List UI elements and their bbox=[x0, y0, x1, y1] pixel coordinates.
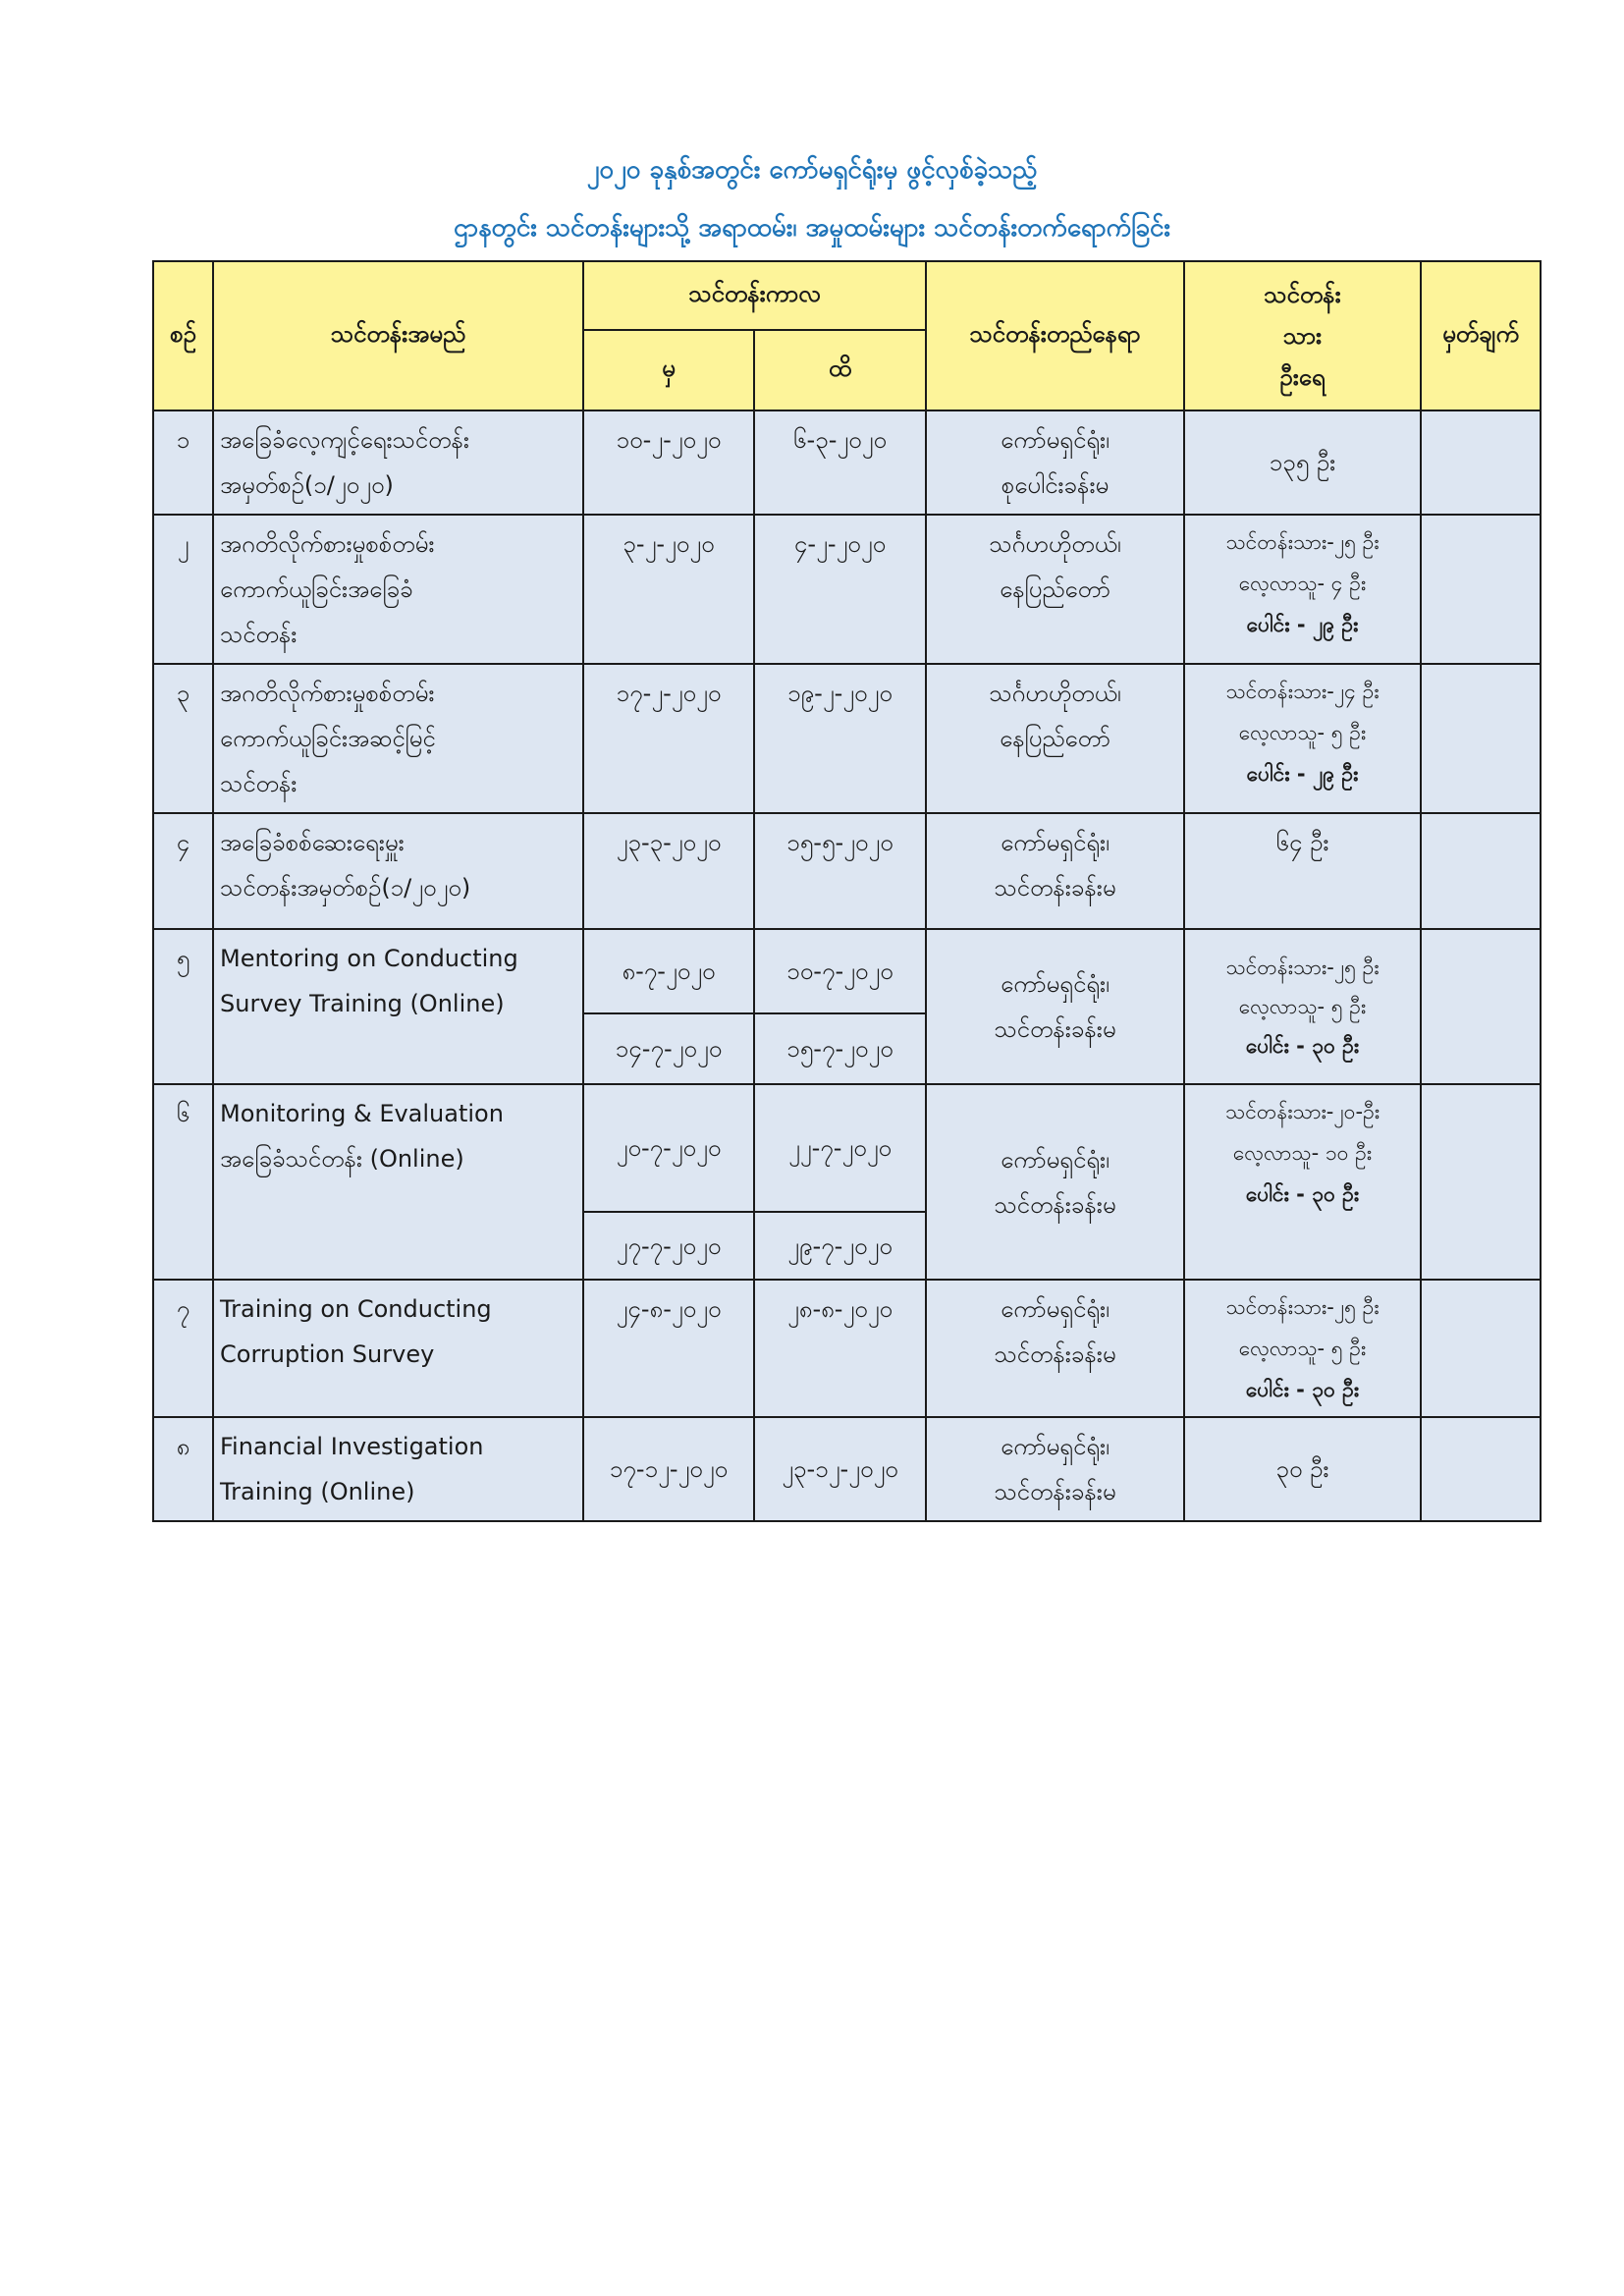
table-row bbox=[153, 515, 1541, 664]
trainee-count: ၁၃၅ ဦး bbox=[1184, 410, 1421, 515]
header-to: ထိ bbox=[754, 330, 926, 410]
course-name bbox=[213, 664, 583, 813]
observer-count-line: လေ့လာသူ- ၅ ဦး bbox=[1238, 721, 1367, 744]
venue bbox=[926, 515, 1184, 664]
venue-line: ကော်မရှင်ရုံး၊ bbox=[1001, 970, 1110, 998]
date-from: ၁၇-၁၂-၂၀၂၀ bbox=[583, 1417, 754, 1521]
remarks-cell bbox=[1421, 664, 1541, 813]
date-to: ၄-၂-၂၀၂၀ bbox=[754, 515, 926, 664]
trainee-count bbox=[1184, 515, 1421, 664]
date-to: ၁၀-၇-၂၀၂၀ bbox=[754, 929, 926, 1013]
venue-line: စုပေါင်းခန်းမ bbox=[1001, 471, 1110, 499]
course-name-line: သင်တန်းအမှတ်စဉ်(၁/၂၀၂၀) bbox=[220, 874, 471, 902]
venue-line: သင်တန်းခန်းမ bbox=[994, 1190, 1116, 1219]
document-title-line-2: ဌာနတွင်း သင်တန်းများသို့ အရာထမ်း၊ အမှုထမ်းများ သင်တန်းတက်ရောက်ခြင်း bbox=[453, 213, 1171, 243]
course-name-line: Monitoring & Evaluation bbox=[220, 1100, 504, 1127]
venue-line: သင်တန်းခန်းမ bbox=[994, 874, 1116, 902]
table-row bbox=[153, 664, 1541, 813]
date-from: ၂၀-၇-၂၀၂၀ bbox=[583, 1084, 754, 1212]
table-row bbox=[153, 1417, 1541, 1521]
venue bbox=[926, 813, 1184, 929]
venue-line: ကော်မရှင်ရုံး၊ bbox=[1001, 1145, 1110, 1174]
row-no: ၈ bbox=[153, 1417, 213, 1521]
course-name bbox=[213, 929, 583, 1084]
date-from: ၈-၇-၂၀၂၀ bbox=[583, 929, 754, 1013]
date-from: ၂၃-၃-၂၀၂၀ bbox=[583, 813, 754, 929]
course-name-line: အဂတိလိုက်စားမှုစစ်တမ်း bbox=[220, 530, 435, 558]
header-course-name: သင်တန်းအမည် bbox=[213, 261, 583, 410]
course-name bbox=[213, 515, 583, 664]
row-no: ၆ bbox=[153, 1084, 213, 1280]
table-row bbox=[153, 1280, 1541, 1417]
row-no: ၅ bbox=[153, 929, 213, 1084]
remarks-cell bbox=[1421, 929, 1541, 1084]
trainee-count-line: သင်တန်းသား-၂၅ ဦး bbox=[1225, 956, 1380, 979]
remarks-cell bbox=[1421, 410, 1541, 515]
venue-line: ကော်မရှင်ရုံး၊ bbox=[1001, 829, 1110, 856]
document-title-line-1: ၂၀၂၀ ခုနှစ်အတွင်း ကော်မရှင်ရုံးမှ ဖွင့်လှစ်ခဲ့သည့် bbox=[586, 155, 1038, 185]
date-from: ၂၄-၈-၂၀၂၀ bbox=[583, 1280, 754, 1417]
row-no: ၃ bbox=[153, 664, 213, 813]
header-trainee-count-line-3: ဦးရေ bbox=[1279, 363, 1326, 391]
venue-line: ကော်မရှင်ရုံး၊ bbox=[1001, 1295, 1110, 1323]
date-from: ၁၄-၇-၂၀၂၀ bbox=[583, 1013, 754, 1084]
course-name-line: အမှတ်စဉ်(၁/၂၀၂၀) bbox=[220, 471, 394, 499]
training-table bbox=[152, 260, 1542, 1522]
course-name bbox=[213, 1280, 583, 1417]
venue bbox=[926, 1280, 1184, 1417]
total-count-line: ပေါင်း - ၂၉ ဦး bbox=[1246, 613, 1359, 636]
header-from: မှ bbox=[583, 330, 754, 410]
trainee-count-line: သင်တန်းသား-၂၀-ဦး bbox=[1224, 1100, 1380, 1123]
course-name bbox=[213, 813, 583, 929]
venue bbox=[926, 1417, 1184, 1521]
course-name-line: အဂတိလိုက်စားမှုစစ်တမ်း bbox=[220, 680, 435, 707]
course-name-line: Training (Online) bbox=[220, 1478, 415, 1505]
venue bbox=[926, 929, 1184, 1084]
venue bbox=[926, 664, 1184, 813]
remarks-cell bbox=[1421, 1084, 1541, 1280]
course-name-line: အခြေခံလေ့ကျင့်ရေးသင်တန်း bbox=[220, 426, 469, 454]
date-to: ၂၈-၈-၂၀၂၀ bbox=[754, 1280, 926, 1417]
course-name bbox=[213, 1417, 583, 1521]
table-row bbox=[153, 929, 1541, 1013]
trainee-count bbox=[1184, 664, 1421, 813]
venue-line: ကော်မရှင်ရုံး၊ bbox=[1001, 426, 1110, 454]
date-to: ၂၂-၇-၂၀၂၀ bbox=[754, 1084, 926, 1212]
course-name-line: အခြေခံစစ်ဆေးရေးမှူး bbox=[220, 829, 405, 856]
date-to: ၂၉-၇-၂၀၂၀ bbox=[754, 1212, 926, 1280]
course-name-line: ကောက်ယူခြင်းအခြေခံ bbox=[220, 575, 413, 603]
header-trainee-count-line-2: သား bbox=[1282, 322, 1323, 350]
date-from: ၂၇-၇-၂၀၂၀ bbox=[583, 1212, 754, 1280]
row-no: ၇ bbox=[153, 1280, 213, 1417]
venue-line: သင်္ဂဟဟိုတယ်၊ bbox=[989, 530, 1121, 558]
venue-line: သင်တန်းခန်းမ bbox=[994, 1478, 1116, 1505]
date-from: ၁၀-၂-၂၀၂၀ bbox=[583, 410, 754, 515]
row-no: ၂ bbox=[153, 515, 213, 664]
date-to: ၁၅-၇-၂၀၂၀ bbox=[754, 1013, 926, 1084]
trainee-count-line: သင်တန်းသား-၂၅ ဦး bbox=[1225, 1295, 1380, 1319]
venue-line: သင်တန်းခန်းမ bbox=[994, 1015, 1116, 1043]
course-name bbox=[213, 410, 583, 515]
course-name-line: Mentoring on Conducting bbox=[220, 945, 518, 972]
course-name-line: ကောက်ယူခြင်းအဆင့်မြင့် bbox=[220, 725, 436, 752]
observer-count-line: လေ့လာသူ- ၄ ဦး bbox=[1238, 572, 1367, 595]
table-row bbox=[153, 410, 1541, 515]
table-row bbox=[153, 813, 1541, 929]
trainee-count-line: သင်တန်းသား-၂၅ ဦး bbox=[1225, 530, 1380, 554]
trainee-count bbox=[1184, 1280, 1421, 1417]
total-count-line: ပေါင်း - ၃၀ ဦး bbox=[1245, 1034, 1360, 1058]
venue bbox=[926, 1084, 1184, 1280]
venue-line: နေပြည်တော် bbox=[1000, 725, 1110, 752]
remarks-cell bbox=[1421, 1417, 1541, 1521]
course-name-line: သင်တန်း bbox=[220, 770, 298, 797]
header-venue: သင်တန်းတည်နေရာ bbox=[926, 261, 1184, 410]
total-count-line: ပေါင်း - ၃၀ ဦး bbox=[1245, 1378, 1360, 1401]
date-to: ၁၅-၅-၂၀၂၀ bbox=[754, 813, 926, 929]
header-trainee-count bbox=[1184, 261, 1421, 410]
course-name-line: Financial Investigation bbox=[220, 1433, 484, 1460]
total-count-line: ပေါင်း - ၃၀ ဦး bbox=[1245, 1182, 1360, 1206]
venue bbox=[926, 410, 1184, 515]
remarks-cell bbox=[1421, 813, 1541, 929]
trainee-count-line: သင်တန်းသား-၂၄ ဦး bbox=[1225, 680, 1380, 703]
trainee-count bbox=[1184, 1084, 1421, 1280]
observer-count-line: လေ့လာသူ- ၅ ဦး bbox=[1238, 1337, 1367, 1360]
header-period: သင်တန်းကာလ bbox=[583, 261, 926, 330]
header-remarks: မှတ်ချက် bbox=[1421, 261, 1541, 410]
venue-line: သင်တန်းခန်းမ bbox=[994, 1340, 1116, 1368]
row-no: ၁ bbox=[153, 410, 213, 515]
total-count-line: ပေါင်း - ၂၉ ဦး bbox=[1246, 762, 1359, 786]
course-name bbox=[213, 1084, 583, 1280]
venue-line: ကော်မရှင်ရုံး၊ bbox=[1001, 1433, 1110, 1460]
course-name-line: သင်တန်း bbox=[220, 621, 298, 648]
course-name-line: Training on Conducting bbox=[220, 1295, 492, 1323]
trainee-count: ၆၄ ဦး bbox=[1184, 813, 1421, 929]
date-from: ၁၇-၂-၂၀၂၀ bbox=[583, 664, 754, 813]
venue-line: သင်္ဂဟဟိုတယ်၊ bbox=[989, 680, 1121, 707]
row-no: ၄ bbox=[153, 813, 213, 929]
date-to: ၆-၃-၂၀၂၀ bbox=[754, 410, 926, 515]
course-name-line: Corruption Survey bbox=[220, 1340, 435, 1368]
trainee-count bbox=[1184, 929, 1421, 1084]
venue-line: နေပြည်တော် bbox=[1000, 575, 1110, 603]
observer-count-line: လေ့လာသူ- ၁၀ ဦး bbox=[1232, 1141, 1373, 1165]
trainee-count: ၃၀ ဦး bbox=[1184, 1417, 1421, 1521]
observer-count-line: လေ့လာသူ- ၅ ဦး bbox=[1238, 995, 1367, 1018]
date-to: ၁၉-၂-၂၀၂၀ bbox=[754, 664, 926, 813]
header-no: စဉ် bbox=[153, 261, 213, 410]
date-to: ၂၃-၁၂-၂၀၂၀ bbox=[754, 1417, 926, 1521]
table-row bbox=[153, 1084, 1541, 1212]
date-from: ၃-၂-၂၀၂၀ bbox=[583, 515, 754, 664]
header-trainee-count-line-1: သင်တန်း bbox=[1264, 281, 1341, 308]
remarks-cell bbox=[1421, 1280, 1541, 1417]
course-name-line: Survey Training (Online) bbox=[220, 990, 505, 1017]
course-name-line: အခြေခံသင်တန်း (Online) bbox=[220, 1145, 464, 1173]
remarks-cell bbox=[1421, 515, 1541, 664]
